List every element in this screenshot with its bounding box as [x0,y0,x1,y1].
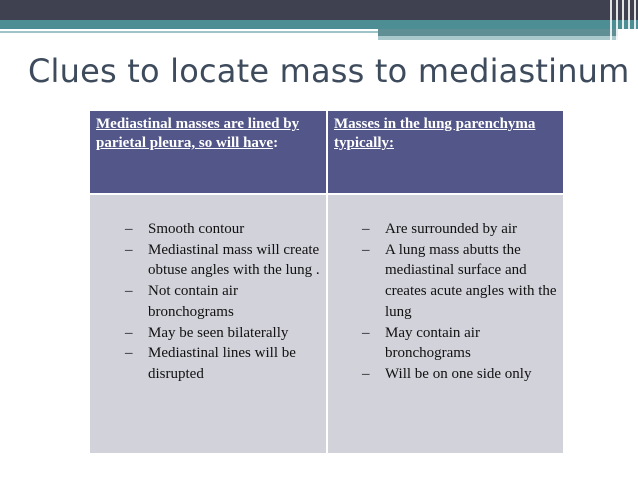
banner-stripes [606,0,638,44]
dash-bullet: – [125,241,133,258]
list-item-text: May contain air bronchograms [385,324,480,362]
dash-bullet: – [125,345,133,362]
dash-bullet: – [125,324,133,341]
list-item-text: Mediastinal lines will be disrupted [148,345,296,382]
list-item [125,219,326,240]
list-item [362,364,563,385]
dash-bullet: – [362,365,370,382]
list-item-text: Mediastinal mass will create obtuse angles with the lung . [148,241,320,279]
left-column-body [90,195,326,453]
list-item [125,240,326,281]
banner-right-accent-light [378,36,618,40]
list-item [362,240,563,323]
left-header-text: Mediastinal masses are lined by parietal pleura, so will have [96,116,300,151]
teal-band [0,20,638,29]
list-item-text: Are surrounded by air [385,221,518,237]
right-column-body [328,195,563,453]
list-item [362,219,563,240]
list-item [125,323,326,344]
list-item-text: Not contain air bronchograms [148,283,238,320]
left-header-colon: : [273,135,279,151]
right-column-header: Masses in the lung parenchyma typically: [328,111,563,193]
list-item [125,281,326,322]
teal-accent-line [0,31,378,33]
dash-bullet: – [362,324,370,341]
right-bullet-list [362,219,563,385]
list-item [362,323,563,364]
dash-bullet: – [125,221,133,237]
dash-bullet: – [362,241,370,258]
list-item-text: A lung mass abutts the mediastinal surface and creates acute angles with the lung [385,241,557,320]
left-bullet-list [125,219,326,385]
list-item-text: Will be on one side only [385,365,532,382]
slide-title: Clues to locate mass to mediastinum [28,52,630,90]
left-column-header [90,111,326,193]
dash-bullet: – [125,283,133,300]
top-banner [0,0,638,20]
list-item-text: Smooth contour [148,221,245,237]
list-item-text: May be seen bilaterally [148,324,289,341]
list-item [125,343,326,384]
comparison-table [90,111,563,453]
dash-bullet: – [362,221,370,237]
